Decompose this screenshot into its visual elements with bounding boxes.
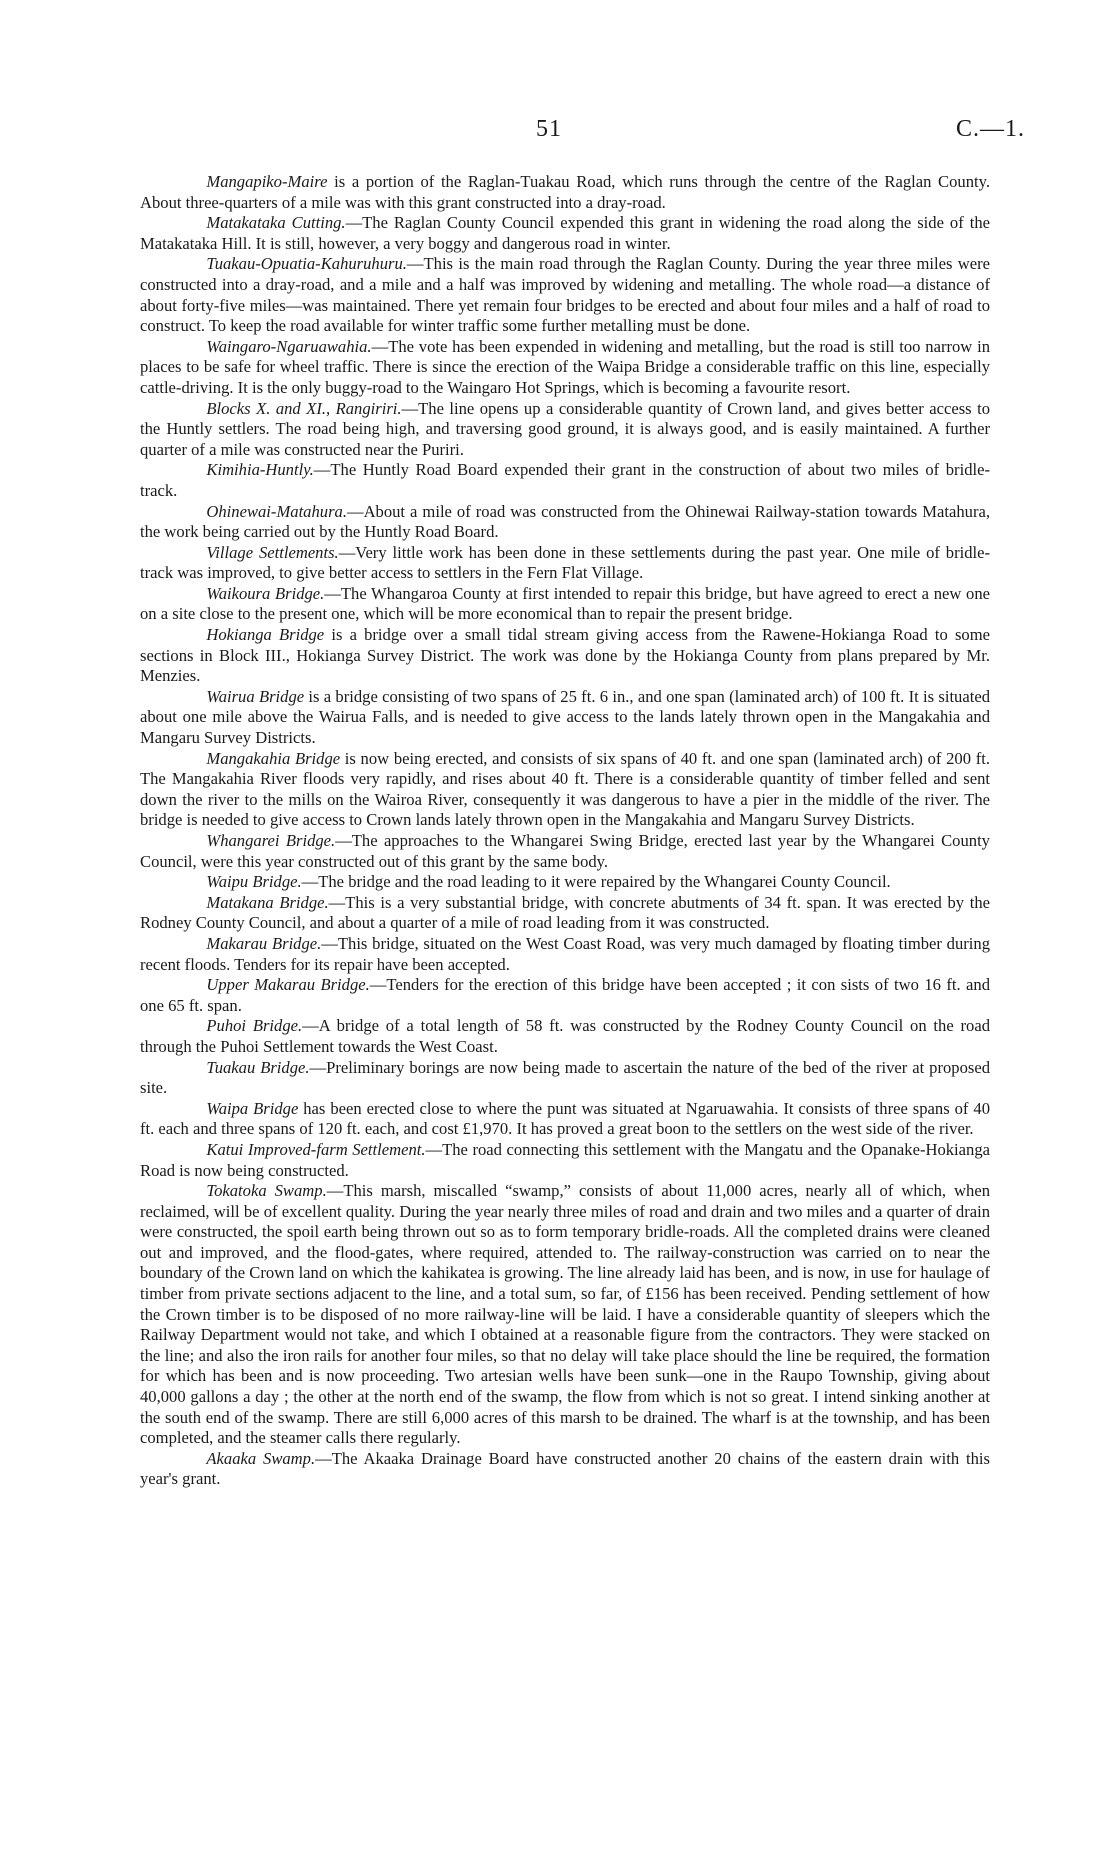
paragraph-title: Wairua Bridge <box>206 686 305 706</box>
paragraph-title: Kimihia-Huntly. <box>206 460 314 480</box>
paragraph-title: Akaaka Swamp. <box>206 1448 316 1468</box>
paragraph <box>140 172 990 213</box>
paragraph-text: is a bridge over a small tidal stream giving access from the Rawene-Hokianga Road to some sections in Block III., Hokianga Survey District. The work was done by the Hokianga County from plans prepared by Mr. Menzies. <box>140 625 990 686</box>
page-number: 51 <box>536 116 562 142</box>
document-body <box>140 172 990 1490</box>
paragraph-text: —The Raglan County Council expended this grant in widening the road along the side of the Matakataka Hill. It is still, however, a very boggy and dangerous road in winter. <box>140 213 990 253</box>
paragraph-text: —This bridge, situated on the West Coast Road, was very much damaged by floating timber during recent floods. Tenders for its repair have been accepted. <box>140 933 990 974</box>
paragraph <box>140 502 990 543</box>
paragraph <box>140 1140 990 1181</box>
paragraph-title: Mangapiko-Maire <box>206 172 328 191</box>
paragraph-text: —Tenders for the erection of this bridge have been accepted ; it con sists of two 16 ft. and one 65 ft. span. <box>140 975 990 1015</box>
paragraph-title: Mangakahia Bridge <box>206 748 341 768</box>
paragraph-title: Hokianga Bridge <box>206 625 325 645</box>
paragraph <box>140 1058 990 1099</box>
paragraph <box>140 543 990 584</box>
paragraph <box>140 625 990 687</box>
paragraph-text: has been erected close to where the punt was situated at Ngaruawahia. It consists of three spans of 40 ft. each and three spans of 120 ft. each, and cost £1,970. It has proved a great boon to the settlers on the west side of the river. <box>140 1098 990 1139</box>
paragraph-title: Waikoura Bridge. <box>206 583 325 603</box>
paragraph-text: —The bridge and the road leading to it were repaired by the Whangarei County Council. <box>301 872 891 892</box>
paragraph-text: —This is a very substantial bridge, with concrete abutments of 34 ft. span. It was erected by the Rodney County Council, and about a quarter of a mile of road leading from it was constructed. <box>140 892 990 933</box>
paragraph-title: Puhoi Bridge. <box>206 1016 303 1036</box>
paragraph-text: —The vote has been expended in widening and metalling, but the road is still too narrow in places to be safe for wheel traffic. There is since the erection of the Waipa Bridge a considerable traffic on this line, especially cattle-driving. It is the only buggy-road to the Waingaro Hot Springs, which is becoming a favourite resort. <box>140 336 990 397</box>
page-header <box>0 116 1114 146</box>
paragraph <box>140 975 990 1016</box>
paragraph-text: is a bridge consisting of two spans of 25 ft. 6 in., and one span (laminated arch) of 100 ft. It is situated about one mile above the Wairua Falls, and is needed to give access to the lands lately thrown open in the Mangakahia and Mangaru Survey Districts. <box>140 686 990 748</box>
paragraph <box>140 687 990 749</box>
paragraph-title: Waipa Bridge <box>206 1098 299 1118</box>
paragraph-text: —The Akaaka Drainage Board have constructed another 20 chains of the eastern drain with this year's grant. <box>140 1448 990 1489</box>
paragraph-text: —The Whangaroa County at first intended to repair this bridge, but have agreed to erect a new one on a site close to the present one, which will be more economical than to repair the present bridge. <box>140 583 990 624</box>
paragraph-title: Katui Improved-farm Settlement. <box>206 1139 426 1159</box>
paragraph <box>140 831 990 872</box>
paragraph <box>140 1016 990 1057</box>
paragraph-text: is now being erected, and consists of six spans of 40 ft. and one span (laminated arch) of 200 ft. The Mangakahia River floods very rapidly, and rises about 40 ft. There is a considerable quantity of timber felled and sent down the river to the mills on the Wairoa River, consequently it was dangerous to have a pier in the middle of the river. The bridge is needed to give access to Crown lands lately thrown open in the Mangakahia and Mangaru Survey Districts. <box>140 748 990 830</box>
paragraph-text: —The Huntly Road Board expended their grant in the construction of about two miles of bridle-track. <box>140 460 990 500</box>
paragraph <box>140 399 990 461</box>
paragraph <box>140 1181 990 1449</box>
paragraph-text: —The road connecting this settlement with the Mangatu and the Opanake-Hokianga Road is now being constructed. <box>140 1139 990 1180</box>
paragraph <box>140 584 990 625</box>
paragraph-title: Tuakau Bridge. <box>206 1057 310 1077</box>
paragraph-text: —The line opens up a considerable quantity of Crown land, and gives better access to the Huntly settlers. The road being high, and traversing good ground, it is always good, and is easily maintained. A further quarter of a mile was constructed near the Puriri. <box>140 398 990 459</box>
paragraph <box>140 872 990 893</box>
paragraph-title: Waingaro-Ngaruawahia. <box>206 336 372 356</box>
paragraph-title: Village Settlements. <box>206 542 339 562</box>
paragraph-text: —This marsh, miscalled “swamp,” consists of about 11,000 acres, nearly all of which, when reclaimed, will be of excellent quality. During the year nearly three miles of road and drain and two miles and a quarter of drain were constructed, the spoil earth being thrown out so as to form temporary bridle-roads. All the completed drains were cleaned out and improved, and the flood-gates, where required, attended to. The railway-construction was carried on to near the boundary of the Crown land on which the kahikatea is growing. The line already laid has been, and is now, in use for haulage of timber from private sections adjacent to the line, and a total sum, so far, of £156 has been received. Pending settlement of how the Crown timber is to be disposed of no more railway-line will be laid. I have a considerable quantity of sleepers which the Railway Department would not take, and which I obtained at a reasonable figure from the contractors. They were stacked on the line; and also the iron rails for another four miles, so that no delay will take place should the line be required, the formation for which has been and is now proceeding. Two artesian wells have been sunk—one in the Raupo Township, giving about 40,000 gallons a day ; the other at the north end of the swamp, the flow from which is not so great. I intend sinking another at the south end of the swamp. There are still 6,000 acres of this marsh to be drained. The wharf is at the township, and has been completed, and the steamer calls there regularly. <box>140 1181 990 1448</box>
paragraph <box>140 460 990 501</box>
paragraph-title: Waipu Bridge. <box>206 872 302 892</box>
paragraph-text: is a portion of the Raglan-Tuakau Road, which runs through the centre of the Raglan County. About three-quarters of a mile was with this grant constructed into a dray-road. <box>140 172 990 212</box>
paragraph <box>140 1099 990 1140</box>
paragraph-title: Ohinewai-Matahura. <box>206 501 347 521</box>
paragraph <box>140 1449 990 1490</box>
paragraph <box>140 213 990 254</box>
paragraph-title: Blocks X. and XI., Rangiriri. <box>206 398 402 418</box>
paragraph <box>140 893 990 934</box>
paragraph-text: —A bridge of a total length of 58 ft. was constructed by the Rodney County Council on the road through the Puhoi Settlement towards the West Coast. <box>140 1016 990 1056</box>
paragraph-title: Whangarei Bridge. <box>206 831 336 850</box>
paragraph <box>140 749 990 831</box>
paragraph <box>140 337 990 399</box>
paragraph-text: —Preliminary borings are now being made to ascertain the nature of the bed of the river at proposed site. <box>140 1057 990 1098</box>
paragraph-title: Tokatoka Swamp. <box>206 1181 327 1201</box>
paragraph-title: Matakataka Cutting. <box>206 213 346 233</box>
paragraph-text: —About a mile of road was constructed from the Ohinewai Railway-station towards Matahura, the work being carried out by the Huntly Road Board. <box>140 501 990 542</box>
paragraph-title: Upper Makarau Bridge. <box>206 975 370 995</box>
paragraph-text: —This is the main road through the Raglan County. During the year three miles were constructed into a dray-road, and a mile and a half was improved by widening and metalling. The whole road—a distance of about forty-five miles—was maintained. There yet remain four bridges to be erected and about four miles and a half of road to construct. To keep the road available for winter traffic some further metalling must be done. <box>140 254 990 336</box>
paragraph-text: —Very little work has been done in these settlements during the past year. One mile of bridle-track was improved, to give better access to settlers in the Fern Flat Village. <box>140 542 991 583</box>
paragraph <box>140 254 990 336</box>
paragraph-title: Makarau Bridge. <box>206 933 322 953</box>
paragraph-text: —The approaches to the Whangarei Swing Bridge, erected last year by the Whangarei County Council, were this year constructed out of this grant by the same body. <box>140 831 990 871</box>
paragraph-title: Matakana Bridge. <box>206 892 329 912</box>
document-reference: C.—1. <box>956 116 1026 142</box>
paragraph <box>140 934 990 975</box>
paragraph-title: Tuakau-Opuatia-Kahuruhuru. <box>206 254 407 274</box>
